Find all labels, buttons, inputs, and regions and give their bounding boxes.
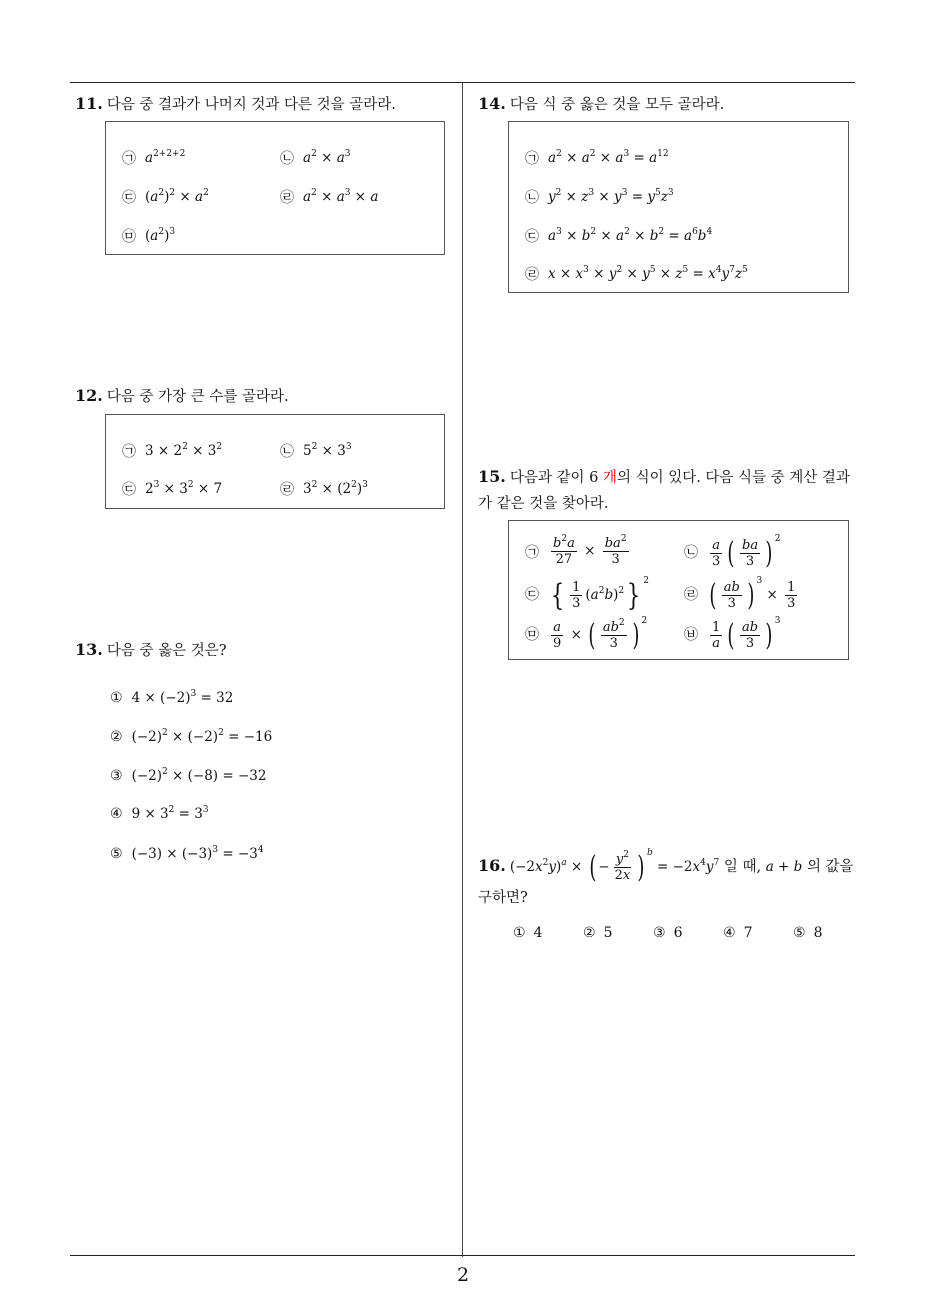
q11-option-2[interactable]: ㉡ $a^2 \times a^3$ bbox=[280, 149, 351, 167]
q12-option-1[interactable]: ㉠ $3 \times 2^2 \times 3^2$ bbox=[122, 442, 223, 460]
q15-option-2[interactable]: ㉡ $\frac{a}{3}$ ( $\frac{ba}{3}$ ) $^2$ bbox=[684, 534, 781, 571]
q15-option-3[interactable]: ㉢ { $\frac{1}{3}$ $(a^2b)^2$} $^2$ bbox=[525, 576, 649, 613]
page-number: 2 bbox=[456, 1264, 470, 1286]
question-12-prompt bbox=[75, 383, 289, 410]
option-mark: ㉢ bbox=[525, 229, 539, 245]
q16-choice-5[interactable] bbox=[793, 925, 822, 941]
choice-mark: ② bbox=[110, 729, 123, 745]
question-14-prompt bbox=[478, 91, 724, 118]
choice-value: 4 bbox=[533, 925, 543, 941]
option-mark: ㉤ bbox=[122, 229, 136, 245]
option-mark: ㉢ bbox=[525, 586, 539, 603]
question-11-prompt bbox=[75, 91, 396, 118]
choice-value: 5 bbox=[603, 925, 613, 941]
question-13-prompt bbox=[75, 637, 227, 664]
option-mark: ㉣ bbox=[280, 190, 294, 206]
choice-value: 6 bbox=[673, 925, 683, 941]
question-text: 다음 중 옳은 것은? bbox=[106, 643, 227, 659]
q11-option-5[interactable]: ㉤ $(a^2)^3$ bbox=[122, 227, 176, 245]
q12-option-3[interactable]: ㉢ $2^3 \times 3^2 \times 7$ bbox=[122, 480, 223, 498]
question-number: 14. bbox=[478, 94, 506, 113]
question-number: 16. bbox=[478, 856, 506, 875]
question-number: 15. bbox=[478, 467, 506, 486]
option-mark: ㉠ bbox=[525, 544, 539, 561]
option-mark: ㉢ bbox=[122, 190, 136, 206]
option-mark: ㉣ bbox=[525, 267, 539, 283]
option-mark: ㉡ bbox=[525, 190, 539, 206]
question-text-2: 의 값을 구하면? bbox=[478, 859, 854, 906]
q11-option-4[interactable]: ㉣ $a^2 \times a^3 \times a$ bbox=[280, 188, 379, 206]
question-number: 13. bbox=[75, 640, 103, 659]
q14-option-2[interactable]: ㉡ $y^2 \times z^3 \times y^3 = y^5z^3$ bbox=[525, 188, 674, 206]
q12-option-2[interactable]: ㉡ $5^2 \times 3^3$ bbox=[280, 442, 352, 460]
question-text-a: 다음과 같이 6 bbox=[509, 470, 603, 486]
question-text: 다음 식 중 옳은 것을 모두 골라라. bbox=[509, 97, 725, 113]
question-text-b: 의 식이 있다. 다음 식들 중 계산 결과가 같은 것을 찾아라. bbox=[478, 470, 850, 512]
q13-choice-1[interactable]: ① $4 \times (-2)^3 = 32$ bbox=[110, 689, 234, 706]
choice-mark: ⑤ bbox=[110, 846, 123, 862]
option-mark: ㉣ bbox=[684, 586, 698, 603]
highlighted-count-word: 개 bbox=[602, 470, 617, 486]
option-mark: ㉡ bbox=[280, 444, 294, 460]
choice-mark: ① bbox=[513, 925, 526, 941]
choice-mark: ⑤ bbox=[793, 925, 806, 941]
option-mark: ㉡ bbox=[684, 544, 698, 561]
q16-choice-1[interactable] bbox=[513, 925, 542, 941]
q13-choice-3[interactable]: ③ $(-2)^2 \times (-8) = -32$ bbox=[110, 767, 267, 784]
option-mark: ㉣ bbox=[280, 482, 294, 498]
question-number: 11. bbox=[75, 94, 103, 113]
question-15-prompt bbox=[478, 464, 863, 517]
q13-choice-2[interactable]: ② $(-2)^2 \times (-2)^2 = -16$ bbox=[110, 728, 273, 745]
q13-choice-5[interactable]: ⑤ $(-3) \times (-3)^3 = -3^4$ bbox=[110, 845, 264, 862]
question-16-expression: $(-2x^2y)^a$ × ( − $\frac{y^2}{2x}$ ) $^b = -2x^4y^7$ bbox=[509, 848, 720, 885]
choice-mark: ① bbox=[110, 690, 123, 706]
question-text: 다음 중 결과가 나머지 것과 다른 것을 골라라. bbox=[106, 97, 396, 113]
choice-value: 8 bbox=[813, 925, 823, 941]
q12-option-4[interactable]: ㉣ $3^2 \times (2^2)^3$ bbox=[280, 480, 368, 498]
choice-mark: ③ bbox=[110, 768, 123, 784]
q13-choice-4[interactable]: ④ $9 \times 3^2 = 3^3$ bbox=[110, 805, 209, 822]
q14-option-3[interactable]: ㉢ $a^3 \times b^2 \times a^2 \times b^2 = a^6b^4$ bbox=[525, 227, 713, 245]
option-mark: ㉢ bbox=[122, 482, 136, 498]
question-number: 12. bbox=[75, 386, 103, 405]
choice-mark: ② bbox=[583, 925, 596, 941]
column-divider bbox=[462, 82, 463, 1257]
q11-option-3[interactable]: ㉢ $(a^2)^2 \times a^2$ bbox=[122, 188, 209, 206]
q15-option-6[interactable]: ㉥ $\frac{1}{a}$ ( $\frac{ab}{3}$ ) $^3$ bbox=[684, 616, 781, 653]
question-16-prompt: 16. $(-2x^2y)^a$ × ( − $\frac{y^2}{2x}$ ) $^b = -2x^4y^7$ 일 때, a + b 의 값을 구하면? bbox=[478, 848, 854, 906]
choice-mark: ④ bbox=[723, 925, 736, 941]
option-mark: ㉠ bbox=[122, 151, 136, 167]
option-mark: ㉥ bbox=[684, 626, 698, 643]
q14-option-1[interactable]: ㉠ $a^2 \times a^2 \times a^3 = a^{12}$ bbox=[525, 149, 669, 167]
q16-choice-2[interactable] bbox=[583, 925, 612, 941]
q14-option-4[interactable]: ㉣ $x \times x^3 \times y^2 \times y^5 \times z^5 = x^4y^7z^5$ bbox=[525, 265, 748, 283]
q11-option-1[interactable]: ㉠ $a^{2+2+2}$ bbox=[122, 149, 186, 167]
choice-mark: ④ bbox=[110, 806, 123, 822]
bottom-rule bbox=[70, 1255, 855, 1256]
q15-option-5[interactable]: ㉤ $\frac{a}{9}$ × ( $\frac{ab^2}{3}$ ) $^2$ bbox=[525, 616, 648, 653]
question-text: 다음 중 가장 큰 수를 골라라. bbox=[106, 389, 289, 405]
option-mark: ㉠ bbox=[525, 151, 539, 167]
q15-option-1[interactable]: ㉠ $\frac{b^2a}{27}$ × $\frac{ba^2}{3}$ bbox=[525, 534, 627, 567]
choice-value: 7 bbox=[743, 925, 753, 941]
q16-choice-4[interactable] bbox=[723, 925, 752, 941]
q16-choice-3[interactable] bbox=[653, 925, 682, 941]
choice-mark: ③ bbox=[653, 925, 666, 941]
option-mark: ㉠ bbox=[122, 444, 136, 460]
option-mark: ㉤ bbox=[525, 626, 539, 643]
option-mark: ㉡ bbox=[280, 151, 294, 167]
q15-option-4[interactable]: ㉣ ( $\frac{ab}{3}$ ) $^3$ × $\frac{1}{3}$ bbox=[684, 576, 796, 613]
question-text: 일 때, bbox=[723, 859, 766, 875]
